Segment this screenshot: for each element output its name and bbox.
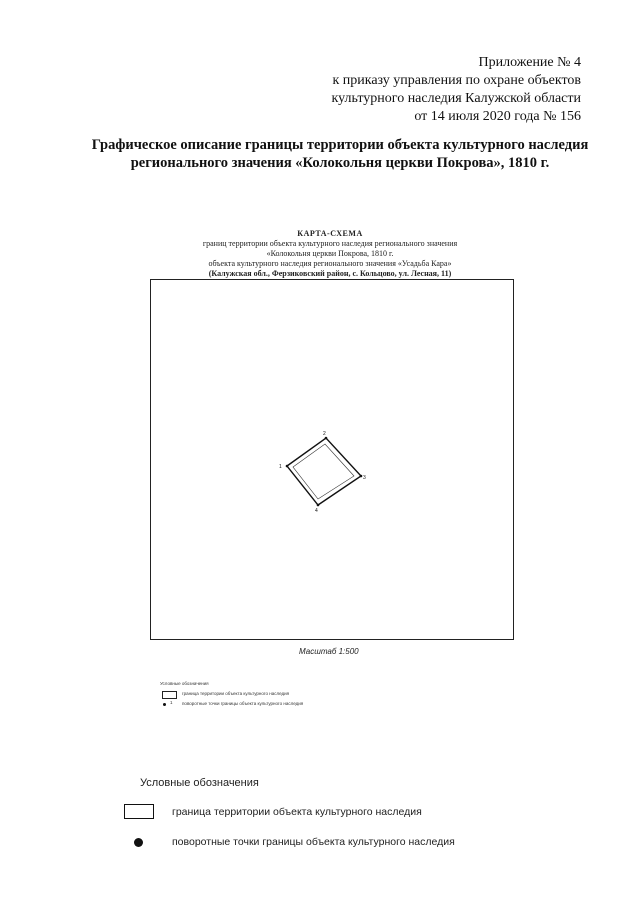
point-symbol <box>163 703 166 706</box>
point-label-4: 4 <box>315 508 318 514</box>
map-header-title: КАРТА-СХЕМА <box>297 229 363 238</box>
appendix-line-3: культурного наследия Калужской области <box>331 91 581 106</box>
map-header-line-2: границ территории объекта культурного наследия регионального значения <box>202 239 458 248</box>
map-header-line-3: «Колокольня церкви Покрова, 1810 г. <box>266 249 394 258</box>
legend-boundary-label: граница территории объекта культурного наследия <box>172 806 422 818</box>
point-label-3: 3 <box>363 475 366 481</box>
map-scale: Масштаб 1:500 <box>299 647 359 656</box>
small-legend-boundary-label: граница территории объекта культурного наследия <box>182 691 290 696</box>
title-line-2: регионального значения «Колокольня церкви Покрова», 1810 г. <box>130 155 550 171</box>
appendix-line-2: к приказу управления по охране объектов <box>332 73 581 88</box>
small-legend-point-number: 1 <box>170 700 173 705</box>
appendix-block <box>332 54 581 126</box>
point-label-1: 1 <box>279 464 282 470</box>
boundary-symbol <box>162 691 177 699</box>
legend-title: Условные обозначения <box>140 777 259 789</box>
small-legend-title: Условные обозначения <box>160 681 209 686</box>
map-header-line-5: (Калужская обл., Ферзиковский район, с. Кольцово, ул. Лесная, 11) <box>208 269 452 278</box>
map-frame <box>150 279 514 640</box>
appendix-line-4: от 14 июля 2020 года № 156 <box>414 109 581 124</box>
map-header-line-4: объекта культурного наследия регионального значения «Усадьба Кара» <box>208 259 452 268</box>
document-title <box>60 136 620 172</box>
point-label-2: 2 <box>323 431 326 437</box>
turning-point-marker <box>317 504 320 507</box>
appendix-line-1: Приложение № 4 <box>478 55 581 70</box>
legend-boundary-symbol <box>124 804 154 819</box>
turning-point-marker <box>325 437 328 440</box>
map-header <box>150 229 510 279</box>
small-legend-points-label: поворотные точки границы объекта культурного наследия <box>182 701 304 706</box>
territory-boundary-inner <box>293 444 354 499</box>
legend-point-symbol <box>134 838 143 847</box>
turning-point-marker <box>286 465 289 468</box>
title-line-1: Графическое описание границы территории объекта культурного наследия <box>91 137 589 153</box>
map-drawing <box>151 280 515 641</box>
legend-points-label: поворотные точки границы объекта культурного наследия <box>172 836 455 848</box>
turning-point-marker <box>360 475 363 478</box>
